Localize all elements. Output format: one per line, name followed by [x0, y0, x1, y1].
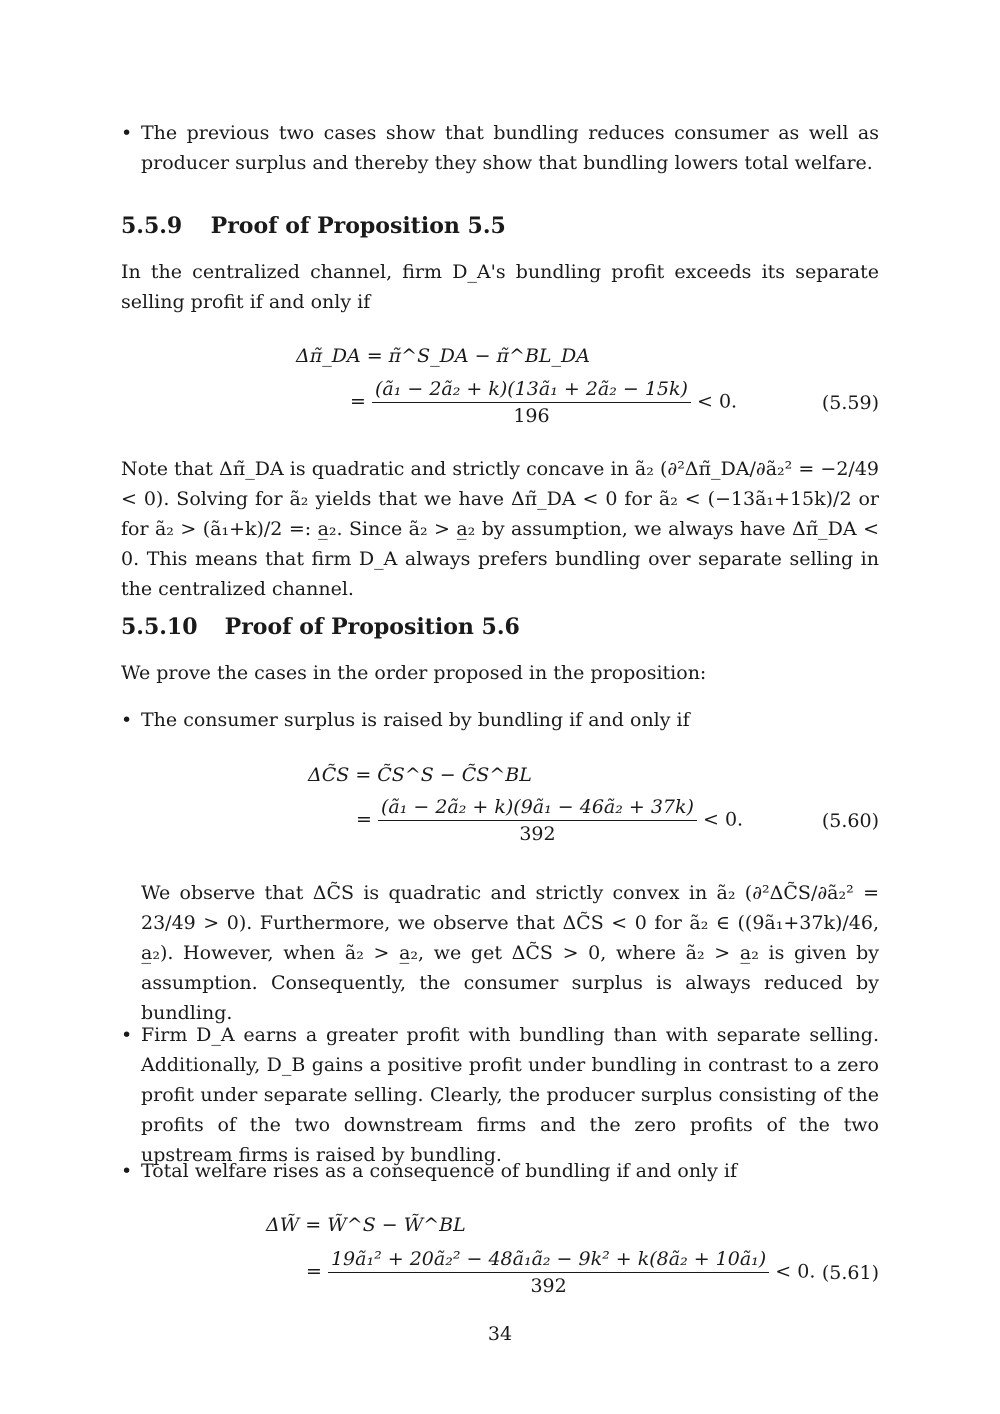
- section-title: Proof of Proposition 5.5: [210, 213, 506, 239]
- bullet-dot: •: [121, 1160, 133, 1182]
- bullet-dot: •: [121, 122, 133, 144]
- equation-number-561: (5.61): [821, 1262, 879, 1284]
- equation-tail: < 0.: [697, 390, 738, 413]
- equation-number-559: (5.59): [821, 392, 879, 414]
- bullet-dot: •: [121, 709, 133, 731]
- fraction-numerator: (ã₁ − 2ã₂ + k)(13ã₁ + 2ã₂ − 15k): [372, 376, 691, 403]
- fraction-numerator: (ã₁ − 2ã₂ + k)(9ã₁ − 46ã₂ + 37k): [378, 794, 697, 821]
- bullet-text: The previous two cases show that bundling reduces consumer as well as producer surplus and thereby they show that bundling lowers total welfare.: [141, 122, 879, 174]
- equation-560-fraction: [378, 794, 697, 847]
- paragraph-559-intro: In the centralized channel, firm D_A's bundling profit exceeds its separate selling profit if and only if: [121, 261, 879, 313]
- page-number: 34: [487, 1323, 513, 1345]
- equation-559-line1: Δπ̃_DA = π̃^S_DA − π̃^BL_DA: [296, 345, 590, 367]
- section-heading-5510: [121, 614, 520, 640]
- equation-559-line2: = $\frac{\text{(ã₁ − 2ã₂ + k)(13ã₁ + 2ã₂ − 15k)}}{196}$ < 0.: [350, 378, 738, 427]
- paragraph-560-body: We observe that ΔC̃S is quadratic and strictly convex in ã₂ (∂²ΔC̃S/∂ã₂² = 23/49 > 0). Furthermore, we observe that ΔC̃S < 0 for ã₂ ∈ ((9ã₁+37k)/46, a̲₂). However, when ã₂ > a̲₂, we get ΔC̃S > 0, where ã₂ > a̲₂ is given by assumption. Consequently, the consumer surplus is always reduced by bundling.: [141, 882, 879, 1024]
- equation-561-line1: ΔW̃ = W̃^S − W̃^BL: [266, 1214, 466, 1236]
- paragraph-559-body: Note that Δπ̃_DA is quadratic and strictly concave in ã₂ (∂²Δπ̃_DA/∂ã₂² = −2/49 < 0). Solving for ã₂ yields that we have Δπ̃_DA < 0 for ã₂ < (−13ã₁+15k)/2 or for ã₂ > (ã₁+k)/2 =: a̲₂. Since ã₂ > a̲₂ by assumption, we always have Δπ̃_DA < 0. This means that firm D_A always prefers bundling over separate selling in the centralized channel.: [121, 458, 879, 600]
- fraction-denominator: 196: [513, 405, 550, 427]
- equation-561-line2: = $\frac{\text{19ã₁² + 20ã₂² − 48ã₁ã₂ − 9k² + k(8ã₂ + 10ã₁)}}{392}$ < 0.: [306, 1248, 816, 1297]
- bullet-dot: •: [121, 1024, 133, 1046]
- section-number: 5.5.10: [121, 614, 198, 640]
- paragraph-5510-intro: We prove the cases in the order proposed in the proposition:: [121, 662, 707, 684]
- section-heading-559: [121, 213, 506, 239]
- fraction-denominator: 392: [519, 823, 556, 845]
- equation-tail: < 0.: [703, 808, 744, 831]
- equation-559-fraction: [372, 376, 691, 429]
- equation-560-line1: ΔC̃S = C̃S^S − C̃S^BL: [308, 764, 532, 786]
- fraction-numerator: 19ã₁² + 20ã₂² − 48ã₁ã₂ − 9k² + k(8ã₂ + 10ã₁): [328, 1246, 769, 1273]
- bullet-welfare-summary: [121, 118, 879, 178]
- equation-561-fraction: [328, 1246, 769, 1299]
- bullet-text: Total welfare rises as a consequence of bundling if and only if: [141, 1160, 738, 1182]
- section-title: Proof of Proposition 5.6: [224, 614, 520, 640]
- bullet-text: The consumer surplus is raised by bundling if and only if: [141, 709, 690, 731]
- section-number: 5.5.9: [121, 213, 183, 239]
- bullet-total-welfare: [121, 1156, 879, 1186]
- bullet-producer-surplus: [121, 1020, 879, 1170]
- bullet-text: Firm D_A earns a greater profit with bundling than with separate selling. Additionally, D_B gains a positive profit under bundling in contrast to a zero profit under separate selling. Clearly, the producer surplus consisting of the profits of the two downstream firms and the zero profits of the two upstream firms is raised by bundling.: [141, 1024, 879, 1166]
- bullet-consumer-surplus: [121, 705, 879, 735]
- equation-tail: < 0.: [775, 1260, 816, 1283]
- equation-number-560: (5.60): [821, 810, 879, 832]
- equation-560-line2: = $\frac{\text{(ã₁ − 2ã₂ + k)(9ã₁ − 46ã₂ + 37k)}}{392}$ < 0.: [356, 796, 744, 845]
- fraction-denominator: 392: [530, 1275, 567, 1297]
